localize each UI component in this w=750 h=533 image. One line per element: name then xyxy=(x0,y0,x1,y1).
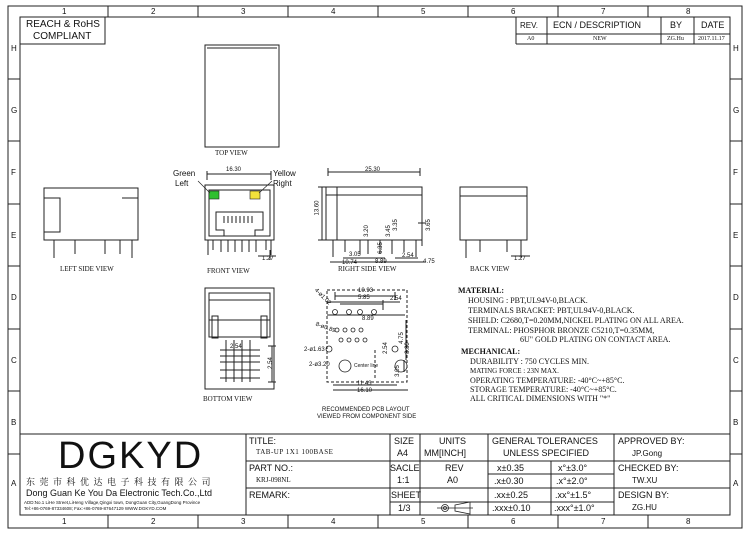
date-value: 2017.11.17 xyxy=(698,36,725,42)
pcb-hole xyxy=(343,328,347,332)
pcb-hole xyxy=(372,310,377,315)
design-by-label: DESIGN BY: xyxy=(618,490,670,500)
dim-pcb-i: 2.54 xyxy=(382,342,389,354)
scale-value: 1:1 xyxy=(397,475,410,485)
dim-pcb-f: 8-ø0.89 xyxy=(314,321,337,335)
by-header: BY xyxy=(670,20,683,30)
row-label: H xyxy=(733,44,739,53)
column-label: 5 xyxy=(421,517,426,526)
rev-block-value: A0 xyxy=(447,475,459,485)
pcb-hole xyxy=(359,328,363,332)
material-line: HOUSING : PBT,UL94V-0,BLACK. xyxy=(468,296,588,305)
dim-front-pin: 1.27 xyxy=(262,256,274,262)
mechanical-line: STORAGE TEMPERATURE: -40°C~+85°C. xyxy=(470,385,617,394)
company-address: ADD:No.1 LiHe Street,LiHeng Village,Qingxi town, DongGuan City,GuangDong Province xyxy=(24,500,201,505)
ecn-header: ECN / DESCRIPTION xyxy=(553,20,642,30)
row-label: G xyxy=(733,106,740,115)
approved-by-value: JP.Gong xyxy=(632,449,663,458)
column-label: 1 xyxy=(62,517,67,526)
dim-pcb-d: 4-ø1.02 xyxy=(312,287,332,307)
tolerance-angular: x°±3.0° xyxy=(558,463,588,473)
row-label: B xyxy=(733,418,739,427)
top-view-outline xyxy=(205,45,279,147)
size-label: SIZE xyxy=(394,436,415,446)
approved-by-label: APPROVED BY: xyxy=(618,436,685,446)
mechanical-line: MATING FORCE : 23N MAX. xyxy=(470,367,559,375)
units-label: UNITS xyxy=(439,436,466,446)
bottom-view-label: BOTTOM VIEW xyxy=(203,395,253,403)
row-label: D xyxy=(11,293,17,302)
row-label: F xyxy=(733,168,738,177)
rev-header: REV. xyxy=(520,21,538,30)
tolerance-subtitle: UNLESS SPECIFIED xyxy=(503,448,590,458)
tolerance-linear: .x±0.30 xyxy=(494,476,524,486)
pcb-hole xyxy=(347,310,352,315)
design-by-value: ZG.HU xyxy=(632,503,657,512)
material-line: TERMINAL: PHOSPHOR BRONZE C5210,T=0.35MM, xyxy=(468,326,655,335)
row-label: G xyxy=(11,106,18,115)
pcb-hole xyxy=(339,360,351,372)
dim-pcb-e: 8.89 xyxy=(362,316,374,322)
checked-by-value: TW.XU xyxy=(632,476,658,485)
remark-label: REMARK: xyxy=(249,490,291,500)
row-label: A xyxy=(11,479,17,488)
dim-pcb-h: 2-ø3.20 xyxy=(309,362,330,368)
front-view-label: FRONT VIEW xyxy=(207,267,250,275)
tolerance-angular: .xxx°±1.0° xyxy=(554,503,595,513)
mechanical-line: ALL CRITICAL DIMENSIONS WITH "*" xyxy=(470,394,611,403)
row-label: C xyxy=(733,356,739,365)
scale-label: SACLE xyxy=(390,463,420,473)
by-value: ZG.Hu xyxy=(667,36,684,42)
pcb-layout-sublabel: VIEWED FROM COMPONENT SIDE xyxy=(317,414,417,420)
pcb-hole xyxy=(358,310,363,315)
row-label: E xyxy=(11,231,17,240)
tolerance-angular: .x°±2.0° xyxy=(556,476,588,486)
pcb-hole xyxy=(347,338,351,342)
dim-rs-e: 3.05 xyxy=(349,252,361,258)
units-value: MM[INCH] xyxy=(424,448,466,458)
column-label: 7 xyxy=(601,517,606,526)
tolerance-linear: x±0.35 xyxy=(497,463,524,473)
row-label: E xyxy=(733,231,739,240)
company-contact: Tel:+86-0769-87334608; Fax:+86-0769-87647129 WWW.DGKYD.COM xyxy=(24,506,167,511)
tolerance-title: GENERAL TOLERANCES xyxy=(492,436,598,446)
sheet-label: SHEET xyxy=(391,490,422,500)
dim-rs-c: 3.35 xyxy=(392,219,399,231)
material-line: 6U" GOLD PLATING ON CONTACT AREA. xyxy=(520,335,671,344)
column-label: 5 xyxy=(421,7,426,16)
column-label: 8 xyxy=(686,7,691,16)
dim-rs-width: 25.30 xyxy=(365,167,381,173)
row-label: H xyxy=(11,44,17,53)
pcb-hole xyxy=(363,338,367,342)
size-value: A4 xyxy=(397,448,409,458)
dim-bottom-a: 2.54 xyxy=(230,344,242,350)
row-label: A xyxy=(733,479,739,488)
dim-front-width: 16.30 xyxy=(226,167,242,173)
date-header: DATE xyxy=(701,20,725,30)
checked-by-label: CHECKED BY: xyxy=(618,463,679,473)
yellow-led xyxy=(250,191,260,199)
dim-pcb-l: 8.89 xyxy=(404,342,411,354)
column-label: 4 xyxy=(331,517,336,526)
material-line: SHIELD: C2680,T=0.20MM,NICKEL PLATING ON ALL AREA. xyxy=(468,316,684,325)
dim-pcb-m: 11.43 xyxy=(357,381,372,387)
left-side-view-label: LEFT SIDE VIEW xyxy=(60,265,114,273)
back-view-outline xyxy=(460,187,527,240)
part-number-label: PART NO.: xyxy=(249,463,294,473)
mechanical-line: OPERATING TEMPERATURE: -40°C~+85°C. xyxy=(470,376,625,385)
dim-rs-height: 13.60 xyxy=(314,200,321,216)
dim-rs-g: 6.35 xyxy=(377,242,384,254)
tolerance-angular: .xx°±1.5° xyxy=(555,490,592,500)
back-view-label: BACK VIEW xyxy=(470,265,510,273)
yellow-led-label: Yellow xyxy=(273,169,296,178)
dim-pcb-j: 4.75 xyxy=(398,332,405,344)
dim-pcb-g: 2-ø1.63 xyxy=(304,347,325,353)
company-name-en: Dong Guan Ke You Da Electronic Tech.Co.,Ltd xyxy=(26,488,212,498)
rev-label: REV xyxy=(445,463,464,473)
pcb-hole xyxy=(351,328,355,332)
material-title: MATERIAL: xyxy=(458,286,505,295)
dim-rs-a: 3.20 xyxy=(363,225,370,237)
sheet-value: 1/3 xyxy=(398,503,411,513)
dim-rs-d: 3.65 xyxy=(425,219,432,231)
column-label: 6 xyxy=(511,7,516,16)
part-number-value: KRJ-098NL xyxy=(256,476,291,484)
pcb-hole xyxy=(339,338,343,342)
dim-pcb-n: 16.10 xyxy=(357,388,373,394)
column-label: 3 xyxy=(241,7,246,16)
dim-pcb-b: 5.85 xyxy=(358,295,370,301)
column-label: 8 xyxy=(686,517,691,526)
title-label: TITLE: xyxy=(249,436,277,446)
column-label: 3 xyxy=(241,517,246,526)
pcb-center-line-label: Center line xyxy=(354,363,379,369)
mechanical-line: DURABILITY : 750 CYCLES MIN. xyxy=(470,357,590,366)
column-label: 7 xyxy=(601,7,606,16)
company-name-cn: 东 莞 市 科 优 达 电 子 科 技 有 限 公 司 xyxy=(26,477,212,487)
column-label: 4 xyxy=(331,7,336,16)
dim-pcb-a: 10.93 xyxy=(358,288,374,294)
dim-rs-i: 2.54 xyxy=(402,253,414,259)
projection-symbol xyxy=(437,502,473,514)
dim-back-pin: 1.27 xyxy=(514,256,526,262)
right-side-view-label: RIGHT SIDE VIEW xyxy=(338,265,397,273)
dim-rs-f: 10.74 xyxy=(342,260,358,266)
tolerance-linear: .xx±0.25 xyxy=(494,490,528,500)
compliance-line-2: COMPLIANT xyxy=(33,31,92,42)
rev-value: A0 xyxy=(527,36,535,42)
company-logo: DGKYD xyxy=(58,435,204,477)
material-line: TERMINALS BRACKET: PBT,UL94V-0,BLACK. xyxy=(468,306,635,315)
yellow-led-position: Right xyxy=(273,179,292,188)
column-label: 1 xyxy=(62,7,67,16)
row-label: B xyxy=(11,418,17,427)
dim-bottom-b: 2.54 xyxy=(267,357,274,369)
green-led-position: Left xyxy=(175,179,189,188)
dim-rs-j: 4.75 xyxy=(423,259,435,265)
row-label: C xyxy=(11,356,17,365)
column-label: 6 xyxy=(511,517,516,526)
pcb-hole xyxy=(333,310,338,315)
pcb-layout-label: RECOMMENDED PCB LAYOUT xyxy=(322,407,410,413)
compliance-line-1: REACH & RoHS xyxy=(26,19,100,30)
title-value: TAB-UP 1X1 100BASE xyxy=(256,448,334,456)
mechanical-title: MECHANICAL: xyxy=(461,347,521,356)
ecn-value: NEW xyxy=(593,36,607,42)
dim-rs-b: 3.45 xyxy=(385,225,392,237)
pcb-hole xyxy=(392,346,398,352)
dim-rs-h: 8.89 xyxy=(375,259,387,265)
green-led xyxy=(209,191,219,199)
dim-pcb-c: 2.54 xyxy=(390,296,402,302)
dim-pcb-k: 3.05 xyxy=(394,365,401,377)
row-label: F xyxy=(11,168,16,177)
green-led-label: Green xyxy=(173,169,196,178)
tolerance-linear: .xxx±0.10 xyxy=(492,503,531,513)
pcb-hole xyxy=(355,338,359,342)
row-label: D xyxy=(733,293,739,302)
top-view-label: TOP VIEW xyxy=(215,149,248,157)
column-label: 2 xyxy=(151,7,156,16)
column-label: 2 xyxy=(151,517,156,526)
